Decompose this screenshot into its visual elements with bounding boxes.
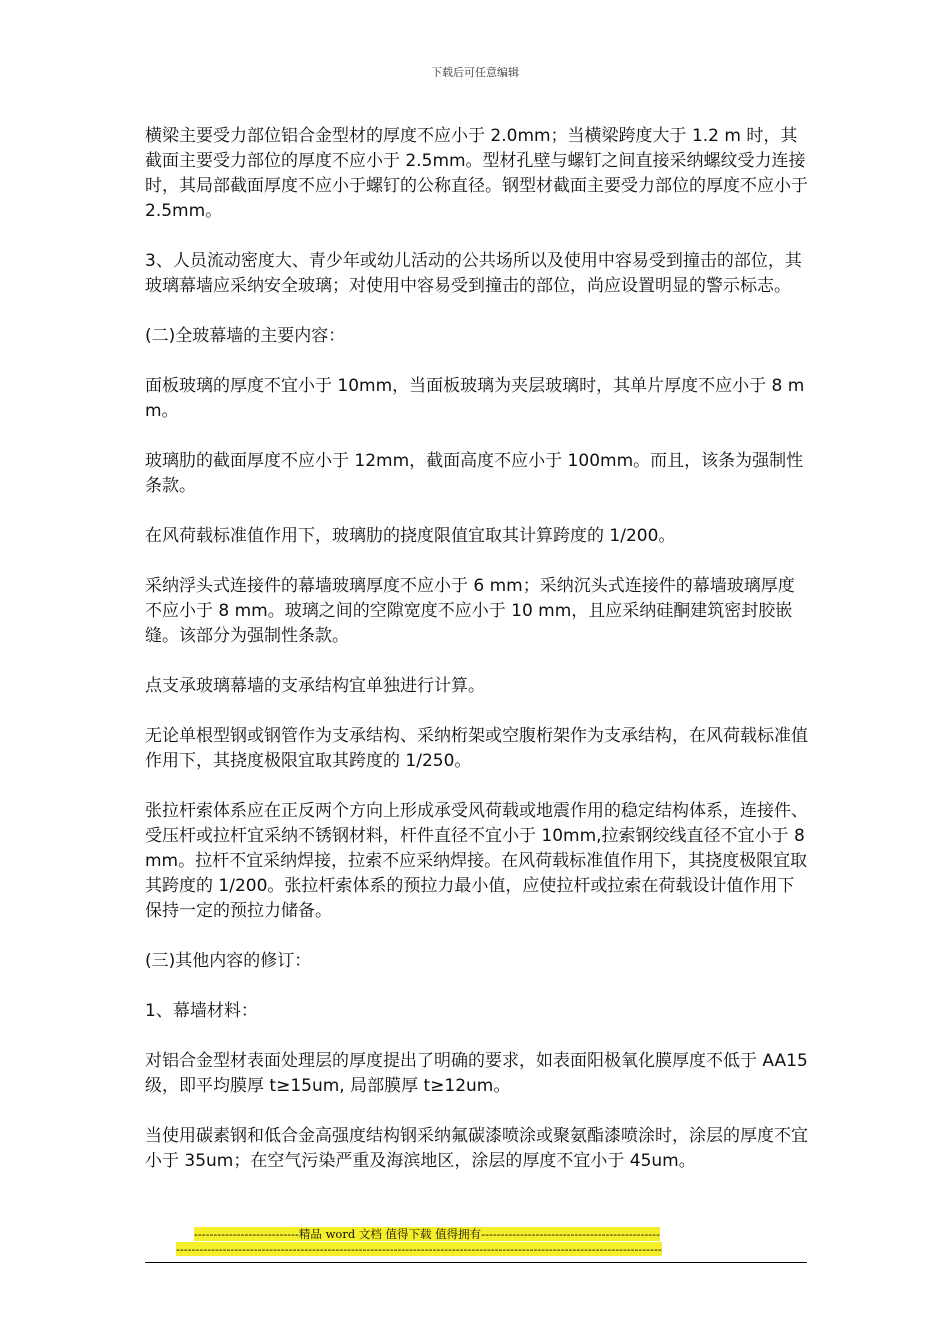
footer-banner <box>145 1227 807 1242</box>
paragraph: 面板玻璃的厚度不宜小于 10mm，当面板玻璃为夹层玻璃时，其单片厚度不应小于 8 mm。 <box>145 376 805 421</box>
footer-dash-line <box>145 1242 807 1257</box>
subsection-heading: 1、幕墙材料： <box>145 1001 258 1021</box>
paragraph: 横梁主要受力部位铝合金型材的厚度不应小于 2.0mm；当横梁跨度大于 1.2 m 时，其截面主要受力部位的厚度不应小于 2.5mm。型材孔壁与螺钉之间直接采纳螺纹受力连接时，其局部截面厚度不应小于螺钉的公称直径。钢型材截面主要受力部位的厚度不应小于 2.5mm。 <box>145 126 814 221</box>
paragraph: 无论单根型钢或钢管作为支承结构、采纳桁架或空腹桁架作为支承结构，在风荷载标准值作用下，其挠度极限宜取其跨度的 1/250。 <box>145 726 808 771</box>
document-body <box>145 124 814 1199</box>
paragraph: 玻璃肋的截面厚度不应小于 12mm，截面高度不应小于 100mm。而且，该条为强制性条款。 <box>145 451 804 496</box>
paragraph: 采纳浮头式连接件的幕墙玻璃厚度不应小于 6 mm；采纳沉头式连接件的幕墙玻璃厚度不应小于 8 mm。玻璃之间的空隙宽度不应小于 10 mm，且应采纳硅酮建筑密封胶嵌缝。该部分为强制性条款。 <box>145 576 795 646</box>
paragraph: 3、人员流动密度大、青少年或幼儿活动的公共场所以及使用中容易受到撞击的部位，其玻璃幕墙应采纳安全玻璃；对使用中容易受到撞击的部位，尚应设置明显的警示标志。 <box>145 251 802 296</box>
paragraph: 对铝合金型材表面处理层的厚度提出了明确的要求，如表面阳极氧化膜厚度不低于 AA15 级，即平均膜厚 t≥15um, 局部膜厚 t≥12um。 <box>145 1051 814 1096</box>
paragraph: 张拉杆索体系应在正反两个方向上形成承受风荷载或地震作用的稳定结构体系，连接件、受压杆或拉杆宜采纳不锈钢材料，杆件直径不宜小于 10mm,拉索钢绞线直径不宜小于 8 mm。拉杆不宜采纳焊接，拉索不应采纳焊接。在风荷载标准值作用下，其挠度极限宜取其跨度的 1/200。张拉杆索体系的预拉力最小值，应使拉杆或拉索在荷载设计值作用下保持一定的预拉力储备。 <box>145 801 811 921</box>
paragraph: 点支承玻璃幕墙的支承结构宜单独进行计算。 <box>145 676 485 696</box>
page-header: 下载后可任意编辑 <box>431 66 519 79</box>
paragraph: 当使用碳素钢和低合金高强度结构钢采纳氟碳漆喷涂或聚氨酯漆喷涂时，涂层的厚度不宜小于 35um；在空气污染严重及海滨地区，涂层的厚度不宜小于 45um。 <box>145 1126 808 1171</box>
page-footer <box>145 1227 807 1263</box>
section-heading: (二)全玻幕墙的主要内容： <box>145 326 346 346</box>
paragraph: 在风荷载标准值作用下，玻璃肋的挠度限值宜取其计算跨度的 1/200。 <box>145 526 676 546</box>
footer-dash-text: ----------------------------------------------------------------------------------------------------------------------------- <box>176 1242 662 1256</box>
footer-rule <box>145 1262 807 1263</box>
section-heading: (三)其他内容的修订： <box>145 951 312 971</box>
footer-banner-text: ---------------------------精品 word 文档 值得下载 值得拥有---------------------------------------------- <box>194 1227 660 1241</box>
